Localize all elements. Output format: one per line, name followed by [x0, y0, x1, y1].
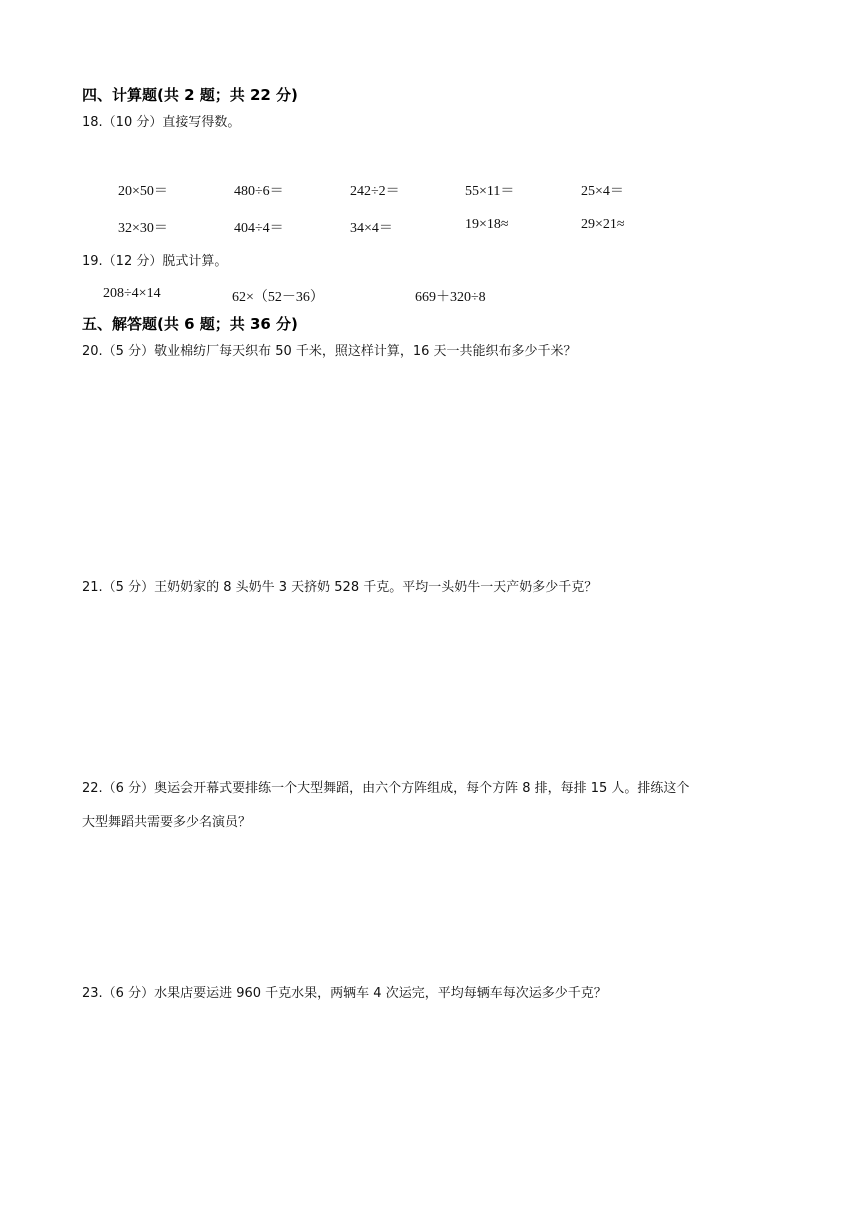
q18-item: 29×21≈ [581, 217, 625, 232]
q19-item: 208÷4×14 [103, 286, 161, 301]
question-19: 19.（12 分）脱式计算。 [82, 254, 228, 269]
q18-item: 32×30＝ [118, 221, 168, 236]
q18-item: 55×11＝ [465, 184, 515, 199]
question-21: 21.（5 分）王奶奶家的 8 头奶牛 3 天挤奶 528 千克。平均一头奶牛一天产奶多少千克？ [82, 580, 598, 595]
question-22-line-2: 大型舞蹈共需要多少名演员？ [82, 815, 252, 830]
question-18: 18.（10 分）直接写得数。 [82, 115, 241, 130]
q18-item: 242÷2＝ [350, 184, 400, 199]
q18-item: 404÷4＝ [234, 221, 284, 236]
section-4-title: 四、计算题(共 2 题；共 22 分) [82, 86, 298, 104]
q18-item: 480÷6＝ [234, 184, 284, 199]
question-20: 20.（5 分）敬业棉纺厂每天织布 50 千米，照这样计算，16 天一共能织布多少千米？ [82, 344, 577, 359]
question-23: 23.（6 分）水果店要运进 960 千克水果，两辆车 4 次运完，平均每辆车每次运多少千克？ [82, 986, 607, 1001]
q18-item: 20×50＝ [118, 184, 168, 199]
q19-item: 62×（52－36） [232, 290, 324, 305]
q19-item: 669＋320÷8 [415, 290, 486, 305]
q18-item: 19×18≈ [465, 217, 509, 232]
q18-item: 34×4＝ [350, 221, 393, 236]
section-5-title: 五、解答题(共 6 题；共 36 分) [82, 315, 298, 333]
q18-item: 25×4＝ [581, 184, 624, 199]
question-22-line-1: 22.（6 分）奥运会开幕式要排练一个大型舞蹈，由六个方阵组成，每个方阵 8 排，每排 15 人。排练这个 [82, 781, 690, 796]
